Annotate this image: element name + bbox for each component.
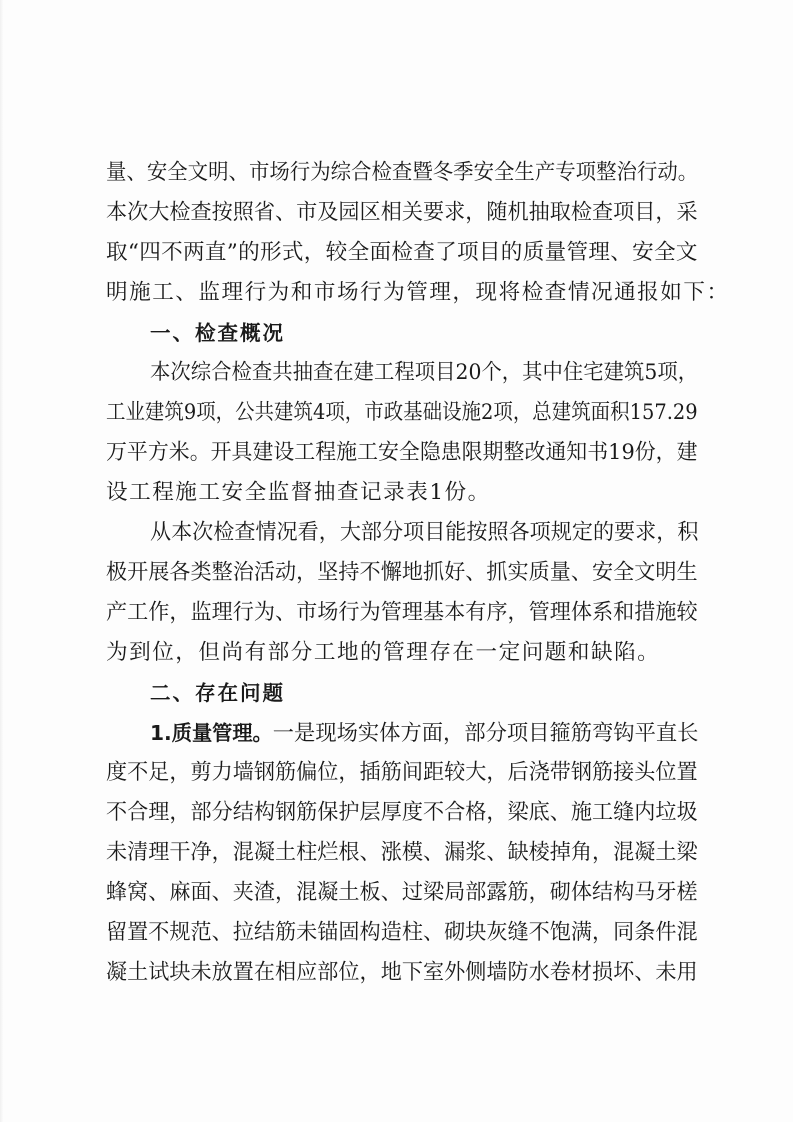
text-line: 取“四不两直”的形式，较全面检查了项目的质量管理、安全文 (106, 240, 698, 265)
text-line: 本次大检查按照省、市及园区相关要求，随机抽取检查项目，采 (106, 200, 698, 225)
document-body (106, 153, 730, 993)
text-line: 量、安全文明、市场行为综合检查暨冬季安全生产专项整治行动。 (106, 160, 699, 185)
text-line: 工业建筑9项，公共建筑4项，市政基础设施2项，总建筑面积157.29 (106, 400, 698, 425)
text-line: 本次综合检查共抽查在建工程项目20个，其中住宅建筑5项， (150, 360, 699, 385)
text-line: 从本次检查情况看，大部分项目能按照各项规定的要求，积 (150, 520, 699, 545)
text-line: 度不足，剪力墙钢筋偏位，插筋间距较大，后浇带钢筋接头位置 (106, 760, 698, 785)
text-line: 凝土试块未放置在相应部位，地下室外侧墙防水卷材损坏、未用 (106, 960, 698, 985)
text-line: 1.质量管理。一是现场实体方面，部分项目箍筋弯钩平直长 (150, 721, 699, 746)
scan-edge (0, 0, 4, 1122)
text-line: 蜂窝、麻面、夹渣，混凝土板、过梁局部露筋，砌体结构马牙槎 (106, 880, 698, 905)
section-heading-issues: 二、存在问题 (150, 681, 285, 705)
text-line: 极开展各类整治活动，坚持不懈地抓好、抓实质量、安全文明生 (106, 560, 698, 585)
text-line: 为到位，但尚有部分工地的管理存在一定问题和缺陷。 (106, 640, 661, 665)
text-line: 留置不规范、拉结筋未锚固构造柱、砌块灰缝不饱满，同条件混 (106, 920, 698, 945)
text-line: 明施工、监理行为和市场行为管理，现将检查情况通报如下： (106, 280, 730, 305)
text-line: 未清理干净，混凝土柱烂根、涨模、漏浆、缺棱掉角，混凝土梁 (106, 840, 698, 865)
subsection-lead-quality: 1.质量管理。 (150, 721, 273, 745)
text-line: 产工作，监理行为、市场行为管理基本有序，管理体系和措施较 (106, 600, 698, 625)
text-line: 万平方米。开具建设工程施工安全隐患限期整改通知书19份，建 (106, 440, 698, 465)
text-line: 设工程施工安全监督抽查记录表1份。 (106, 480, 491, 505)
text-line: 不合理，部分结构钢筋保护层厚度不合格，梁底、施工缝内垃圾 (106, 800, 698, 825)
section-heading-overview: 一、检查概况 (150, 321, 285, 345)
